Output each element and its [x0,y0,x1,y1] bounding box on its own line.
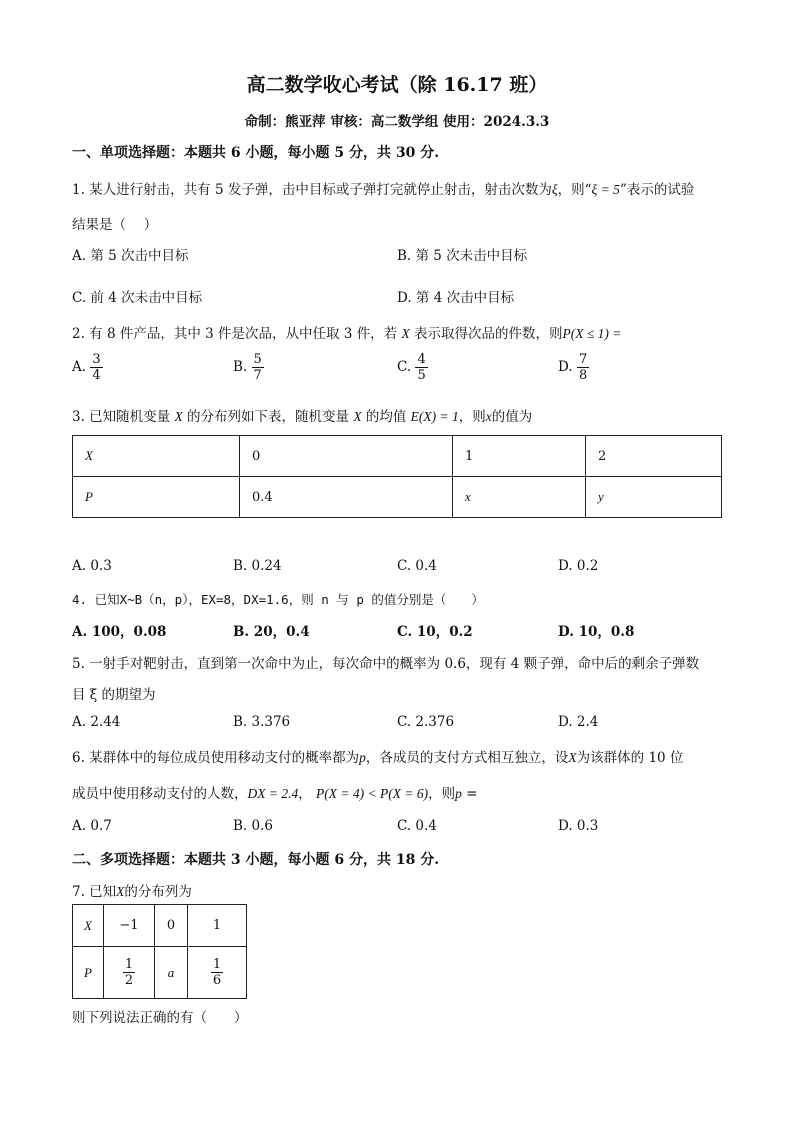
question-2-option-c: C. $\frac{4}{5}$ [397,352,426,383]
question-3-option-a: A. 0.3 [72,558,112,574]
question-5-option-c: C. 2.376 [397,714,455,730]
question-4-stem: 4. 已知X~B（n，p），EX=8，DX=1.6，则 n 与 p 的值分别是（ ） [72,592,484,607]
table-cell: P [73,477,240,518]
section-2-heading: 二、多项选择题：本题共 3 小题，每小题 6 分，共 18 分. [72,852,440,868]
question-4-option-d: D. 10，0.8 [558,624,635,640]
table-cell: 2 [586,436,722,477]
table-cell: X [73,436,240,477]
question-5-line-1: 5. 一射手对靶射击，直到第一次命中为止，每次命中的概率为 0.6，现有 4 颗子弹，命中后的剩余子弹数 [72,656,700,672]
question-6-option-c: C. 0.4 [397,818,437,834]
table-cell: y [586,477,722,518]
question-1-line-2: 结果是（ ） [72,217,158,233]
question-1-option-a: A. 第 5 次击中目标 [72,248,189,264]
section-1-heading: 一、单项选择题：本题共 6 小题，每小题 5 分，共 30 分. [72,145,440,161]
question-6-option-a: A. 0.7 [72,818,112,834]
table-cell: P [73,947,104,999]
question-7-prompt: 则下列说法正确的有（ ） [72,1010,248,1026]
table-cell: $\frac{1}{2}$ [104,947,155,999]
question-5-line-2: 目 ξ 的期望为 [72,687,156,703]
question-3-option-b: B. 0.24 [233,558,282,574]
question-7-stem: 7. 已知X的分布列为 [72,884,192,900]
question-1-option-b: B. 第 5 次未击中目标 [397,248,528,264]
question-6-line-1: 6. 某群体中的每位成员使用移动支付的概率都为p，各成员的支付方式相互独立，设X为该群体的 10 位 [72,750,684,766]
table-cell: 1 [453,436,586,477]
question-1-option-c: C. 前 4 次未击中目标 [72,290,203,306]
question-4-option-b: B. 20，0.4 [233,624,310,640]
question-3-option-d: D. 0.2 [558,558,599,574]
table-cell: 0.4 [240,477,453,518]
question-4-option-a: A. 100，0.08 [72,624,167,640]
table-cell: a [155,947,188,999]
question-1-option-d: D. 第 4 次击中目标 [397,290,515,306]
question-5-option-d: D. 2.4 [558,714,599,730]
question-6-line-2: 成员中使用移动支付的人数，DX = 2.4， P(X = 4) < P(X = 6)，则p = [72,786,478,802]
question-2-option-a: A. $\frac{3}{4}$ [72,352,101,383]
question-2-option-b: B. $\frac{5}{7}$ [233,352,262,383]
question-2-stem: 2. 有 8 件产品，其中 3 件是次品，从中任取 3 件，若 X 表示取得次品的件数，则P(X ≤ 1) = [72,326,622,342]
exam-meta: 命制：熊亚萍 审核：高二数学组 使用：2024.3.3 [244,114,550,130]
page-title: 高二数学收心考试（除 16.17 班） [246,74,548,96]
table-cell: 1 [188,905,247,947]
table-cell: −1 [104,905,155,947]
question-6-option-d: D. 0.3 [558,818,599,834]
table-cell: x [453,477,586,518]
table-cell: 0 [155,905,188,947]
distribution-table-q7 [72,904,247,999]
question-5-option-a: A. 2.44 [72,714,121,730]
table-cell: $\frac{1}{6}$ [188,947,247,999]
question-1-line-1: 1. 某人进行射击，共有 5 发子弹，击中目标或子弹打完就停止射击，射击次数为ξ，则“ξ = 5”表示的试验 [72,182,695,198]
question-5-option-b: B. 3.376 [233,714,291,730]
question-3-option-c: C. 0.4 [397,558,437,574]
question-3-stem: 3. 已知随机变量 X 的分布列如下表，随机变量 X 的均值 E(X) = 1，则x的值为 [72,409,533,425]
distribution-table-q3 [72,435,722,518]
table-cell: 0 [240,436,453,477]
table-cell: X [73,905,104,947]
question-4-option-c: C. 10，0.2 [397,624,473,640]
question-2-option-d: D. $\frac{7}{8}$ [558,352,588,383]
question-6-option-b: B. 0.6 [233,818,273,834]
